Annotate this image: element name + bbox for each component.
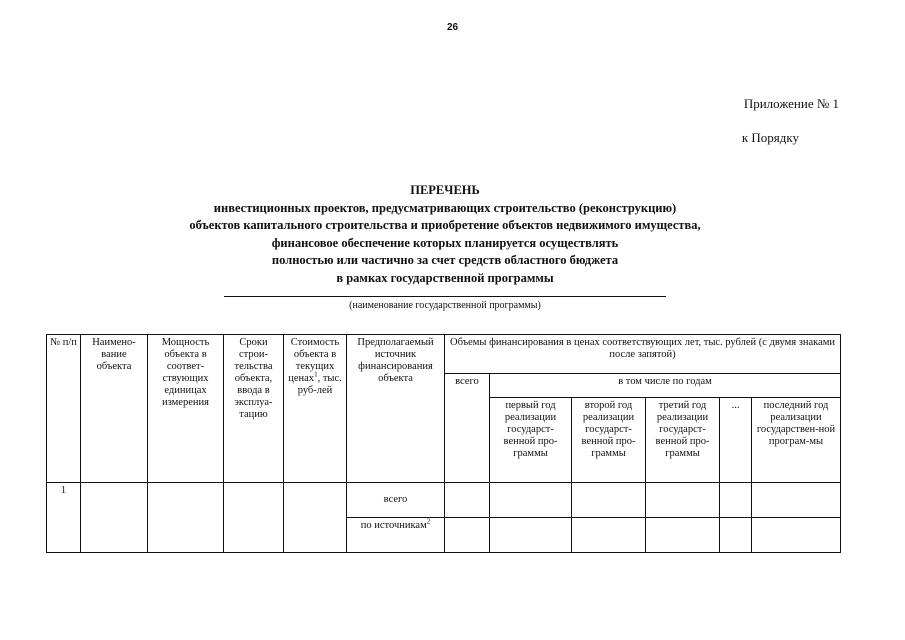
table-row	[47, 483, 841, 518]
header-source: Предполагаемый источник финансирования объекта	[347, 335, 445, 483]
header-total: всего	[445, 374, 490, 483]
header-terms: Сроки строи-тельства объекта, ввода в эксплуа-тацию	[224, 335, 284, 483]
header-year-last: последний год реализации государствен-ной програм-мы	[752, 398, 841, 483]
cell-total	[445, 483, 490, 518]
document-title	[0, 182, 890, 288]
cell-year-3	[646, 518, 720, 553]
header-capacity: Мощность объекта в соответ-ствующих единицах измерения	[148, 335, 224, 483]
page-number: 26	[446, 22, 459, 33]
title-line: инвестиционных проектов, предусматривающих строительство (реконструкцию)	[213, 200, 677, 215]
investment-projects-table	[46, 334, 841, 553]
footnote-mark: 1	[314, 370, 318, 379]
cell-year-1	[490, 483, 572, 518]
cell-year-2	[572, 483, 646, 518]
title-line: ПЕРЕЧЕНЬ	[410, 183, 480, 197]
header-funding: Объемы финансирования в ценах соответствующих лет, тыс. рублей (с двумя знаками после запятой)	[445, 335, 841, 374]
header-object-name: Наимено-вание объекта	[81, 335, 148, 483]
header-year-3: третий год реализации государст-венной про-граммы	[646, 398, 720, 483]
header-cost	[284, 335, 347, 483]
cell-year-ellipsis	[720, 483, 752, 518]
cell-cost	[284, 483, 347, 553]
cell-terms	[224, 483, 284, 553]
program-name-caption: (наименование государственной программы)	[349, 300, 541, 311]
cell-year-2	[572, 518, 646, 553]
cell-object-name	[81, 483, 148, 553]
cell-capacity	[148, 483, 224, 553]
header-year-1: первый год реализации государст-венной про-граммы	[490, 398, 572, 483]
appendix-label: Приложение № 1	[743, 96, 839, 111]
title-line: в рамках государственной программы	[336, 270, 554, 285]
cell-source-total: всего	[347, 483, 445, 518]
row-number: 1	[47, 483, 81, 553]
header-year-ellipsis: ...	[720, 398, 752, 483]
cell-year-last	[752, 518, 841, 553]
sources-label: по источникам	[360, 520, 427, 531]
header-num: № п/п	[47, 335, 81, 483]
footnote-mark: 2	[426, 517, 431, 526]
header-cost-text: Стоимость объекта в текущих ценах	[288, 337, 340, 384]
header-year-2: второй год реализации государст-венной про-граммы	[572, 398, 646, 483]
title-line: объектов капитального строительства и приобретение объектов недвижимого имущества,	[189, 218, 701, 233]
title-line: полностью или частично за счет средств областного бюджета	[271, 253, 619, 268]
cell-year-3	[646, 483, 720, 518]
appendix-reference: к Порядку	[741, 130, 799, 145]
cell-total	[445, 518, 490, 553]
header-by-years: в том числе по годам	[490, 374, 841, 398]
program-name-underline	[224, 296, 666, 297]
cell-year-last	[752, 483, 841, 518]
cell-source-by-sources	[347, 518, 445, 553]
cell-year-1	[490, 518, 572, 553]
title-line: финансовое обеспечение которых планируется осуществлять	[271, 235, 619, 250]
cell-year-ellipsis	[720, 518, 752, 553]
header-cost-units: , тыс. руб-лей	[297, 373, 342, 396]
